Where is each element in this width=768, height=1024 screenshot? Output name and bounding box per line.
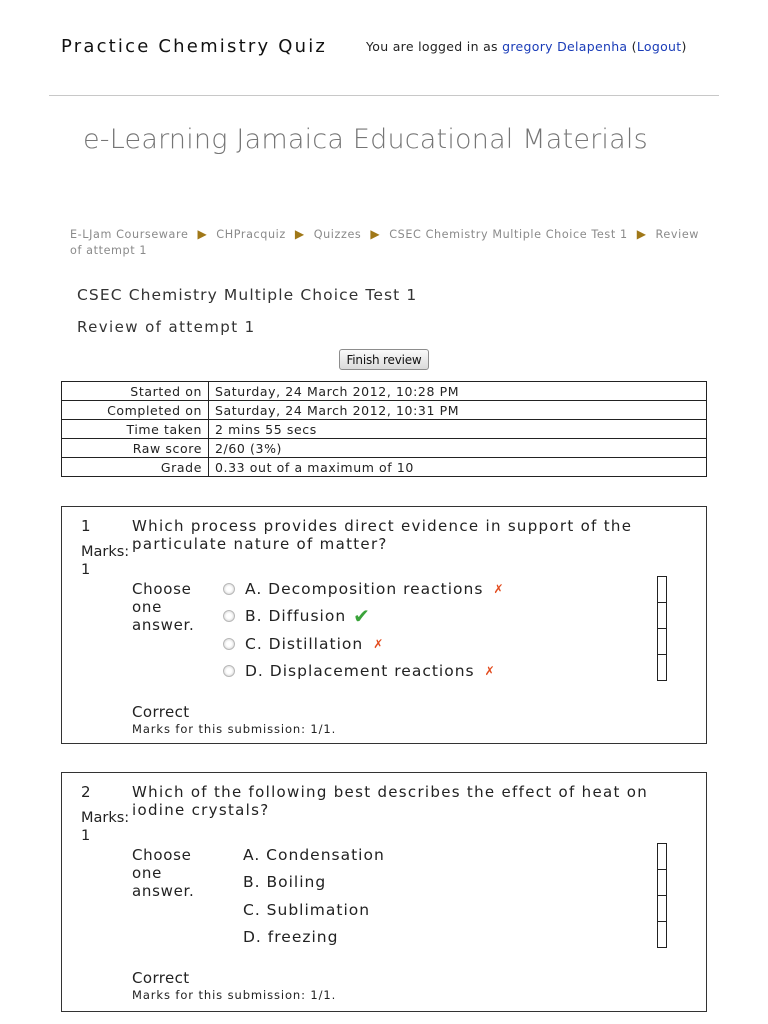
feedback-box bbox=[657, 576, 667, 603]
marks-value: 1 bbox=[81, 828, 91, 844]
breadcrumb-current: Review of attempt 1 bbox=[70, 228, 700, 257]
option-label: D. freezing bbox=[243, 927, 339, 946]
breadcrumb-quizzes[interactable]: Quizzes bbox=[313, 228, 362, 241]
incorrect-icon: ✗ bbox=[493, 582, 505, 596]
radio-button[interactable] bbox=[223, 610, 235, 622]
answer-option[interactable] bbox=[243, 846, 385, 873]
marks-label: Marks: bbox=[81, 810, 130, 826]
answer-option[interactable] bbox=[222, 662, 505, 689]
quiz-title: CSEC Chemistry Multiple Choice Test 1 bbox=[77, 286, 418, 304]
question-number: 1 bbox=[81, 517, 91, 535]
breadcrumb-course[interactable]: CHPracquiz bbox=[216, 228, 286, 241]
breadcrumb-arrow-icon: ▶ bbox=[197, 227, 208, 241]
breadcrumb-courseware[interactable]: E-LJam Courseware bbox=[70, 228, 189, 241]
feedback-boxes bbox=[657, 844, 667, 948]
summary-label: Started on bbox=[62, 382, 209, 401]
breadcrumb-arrow-icon: ▶ bbox=[636, 227, 647, 241]
radio-button[interactable] bbox=[223, 583, 235, 595]
table-row bbox=[62, 439, 707, 458]
summary-label: Grade bbox=[62, 458, 209, 477]
option-label: A. Condensation bbox=[243, 846, 385, 864]
question-marks bbox=[81, 543, 129, 579]
site-banner: e-Learning Jamaica Educational Materials bbox=[83, 124, 648, 155]
summary-value: Saturday, 24 March 2012, 10:31 PM bbox=[209, 401, 707, 420]
answer-options bbox=[243, 846, 385, 955]
option-label: B. Boiling bbox=[243, 873, 327, 892]
choose-label: Choose one answer. bbox=[132, 580, 195, 634]
table-row bbox=[62, 420, 707, 439]
question-number: 2 bbox=[81, 783, 91, 801]
marks-for-submission: Marks for this submission: 1/1. bbox=[132, 988, 337, 1002]
summary-value: 2/60 (3%) bbox=[209, 439, 707, 458]
correct-check-icon: ✔ bbox=[353, 604, 371, 629]
question-1 bbox=[61, 506, 707, 744]
review-title: Review of attempt 1 bbox=[77, 318, 256, 336]
answer-option[interactable] bbox=[243, 901, 385, 928]
summary-value: 0.33 out of a maximum of 10 bbox=[209, 458, 707, 477]
finish-review-button[interactable]: Finish review bbox=[339, 349, 429, 370]
marks-value: 1 bbox=[81, 562, 91, 578]
feedback-box bbox=[657, 921, 667, 948]
answer-option[interactable] bbox=[243, 928, 385, 955]
answer-options bbox=[222, 580, 505, 689]
choose-label: Choose one answer. bbox=[132, 846, 195, 900]
table-row bbox=[62, 401, 707, 420]
login-prefix: You are logged in as bbox=[366, 39, 498, 54]
answer-option[interactable] bbox=[243, 873, 385, 900]
site-name[interactable]: Practice Chemistry Quiz bbox=[61, 36, 328, 57]
question-text: Which of the following best describes the effect of heat on iodine crystals? bbox=[132, 783, 649, 819]
feedback-box bbox=[657, 869, 667, 896]
marks-label: Marks: bbox=[81, 544, 130, 560]
option-label: D. Displacement reactions bbox=[245, 661, 475, 680]
marks-for-submission: Marks for this submission: 1/1. bbox=[132, 722, 337, 736]
table-row bbox=[62, 382, 707, 401]
login-info: You are logged in as gregory Delapenha (Logout) bbox=[366, 39, 687, 54]
incorrect-icon: ✗ bbox=[484, 663, 496, 678]
logout-link[interactable]: Logout bbox=[636, 39, 682, 54]
answer-option[interactable] bbox=[222, 604, 505, 634]
summary-label: Raw score bbox=[62, 439, 209, 458]
summary-value: Saturday, 24 March 2012, 10:28 PM bbox=[209, 382, 707, 401]
question-text: Which process provides direct evidence in support of the particulate nature of matter? bbox=[132, 517, 633, 553]
question-marks bbox=[81, 809, 129, 845]
question-2 bbox=[61, 772, 707, 1012]
feedback-box bbox=[657, 654, 667, 681]
attempt-summary-table bbox=[61, 381, 707, 477]
answer-option[interactable] bbox=[222, 635, 505, 662]
feedback-boxes bbox=[657, 577, 667, 681]
user-profile-link[interactable]: gregory Delapenha bbox=[502, 39, 628, 54]
breadcrumb-arrow-icon: ▶ bbox=[294, 227, 305, 241]
summary-value: 2 mins 55 secs bbox=[209, 420, 707, 439]
radio-button[interactable] bbox=[223, 665, 235, 677]
feedback-box bbox=[657, 895, 667, 922]
header-divider bbox=[49, 95, 719, 96]
radio-button[interactable] bbox=[223, 638, 235, 650]
result-label: Correct bbox=[132, 703, 190, 721]
incorrect-icon: ✗ bbox=[373, 636, 385, 651]
feedback-box bbox=[657, 628, 667, 655]
result-label: Correct bbox=[132, 969, 190, 987]
breadcrumb-arrow-icon: ▶ bbox=[370, 227, 381, 241]
option-label: B. Diffusion bbox=[245, 607, 347, 626]
summary-label: Time taken bbox=[62, 420, 209, 439]
answer-option[interactable] bbox=[222, 580, 505, 607]
feedback-box bbox=[657, 602, 667, 629]
feedback-box bbox=[657, 843, 667, 870]
summary-label: Completed on bbox=[62, 401, 209, 420]
option-label: C. Distillation bbox=[245, 634, 364, 653]
breadcrumb bbox=[70, 226, 710, 259]
option-label: A. Decomposition reactions bbox=[245, 580, 484, 598]
breadcrumb-quiz[interactable]: CSEC Chemistry Multiple Choice Test 1 bbox=[389, 228, 628, 241]
table-row bbox=[62, 458, 707, 477]
option-label: C. Sublimation bbox=[243, 900, 371, 919]
